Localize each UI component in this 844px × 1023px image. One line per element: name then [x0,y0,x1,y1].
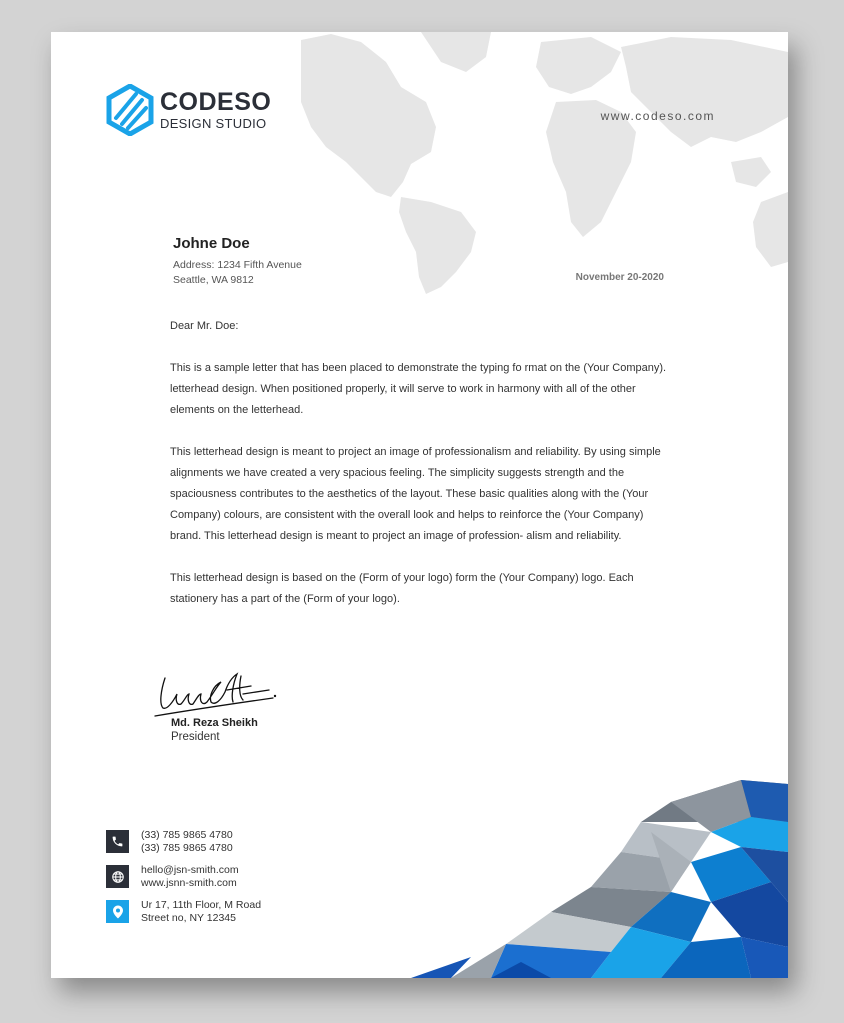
email-address[interactable]: hello@jsn-smith.com [141,864,239,876]
hexagon-logo-icon [106,84,154,136]
handwritten-signature [151,664,281,720]
signer-name: Md. Reza Sheikh [171,717,258,729]
phone-number-2[interactable]: (33) 785 9865 4780 [141,841,233,854]
salutation: Dear Mr. Doe: [170,320,239,332]
recipient-block [173,235,302,288]
phone-icon [106,830,129,853]
website-url[interactable]: www.codeso.com [600,109,715,123]
phone-number-1[interactable]: (33) 785 9865 4780 [141,829,233,841]
recipient-address-line2: Seattle, WA 9812 [173,274,254,286]
globe-icon [106,865,129,888]
paragraph-1: This is a sample letter that has been placed to demonstrate the typing fo rmat on the (Your Company). letterhead design. When positioned properly, it will serve to work in harmony with all of the other elements on the letterhead. [170,362,667,416]
letter-body [170,316,670,631]
letterhead-page [51,32,788,978]
signer-block [171,717,258,743]
contact-address [106,899,261,924]
location-pin-icon [106,900,129,923]
contact-phone [106,829,261,854]
brand-name: CODESO [160,88,272,116]
paragraph-3: This letterhead design is based on the (Form of your logo) form the (Your Company) logo. Each stationery has a part of the (Form of your logo). [170,572,634,605]
address-line-1: Ur 17, 11th Floor, M Road [141,899,262,911]
letter-date: November 20-2020 [575,272,664,283]
world-map-graphic [291,32,788,294]
brand-logo [106,84,271,136]
contact-web [106,864,261,889]
brand-subtitle: DESIGN STUDIO [160,116,267,131]
web-address[interactable]: www.jsnn-smith.com [141,876,237,889]
paragraph-2: This letterhead design is meant to project an image of professionalism and reliability. By using simple alignments we have created a very spacious feeling. The simplicity suggests strength and the spaciousness contributes to the aesthetics of the layout. These basic qualities along with the (Your Company) colours, are consistent with the overall look and helps to reinforce the (Your Company) brand. This letterhead design is meant to project an image of profession- alism and reliability. [170,446,661,542]
recipient-name: Johne Doe [173,235,250,252]
contact-info [106,829,261,934]
recipient-address-line1: Address: 1234 Fifth Avenue [173,259,302,271]
address-line-2: Street no, NY 12345 [141,911,236,924]
signer-title: President [171,731,220,743]
